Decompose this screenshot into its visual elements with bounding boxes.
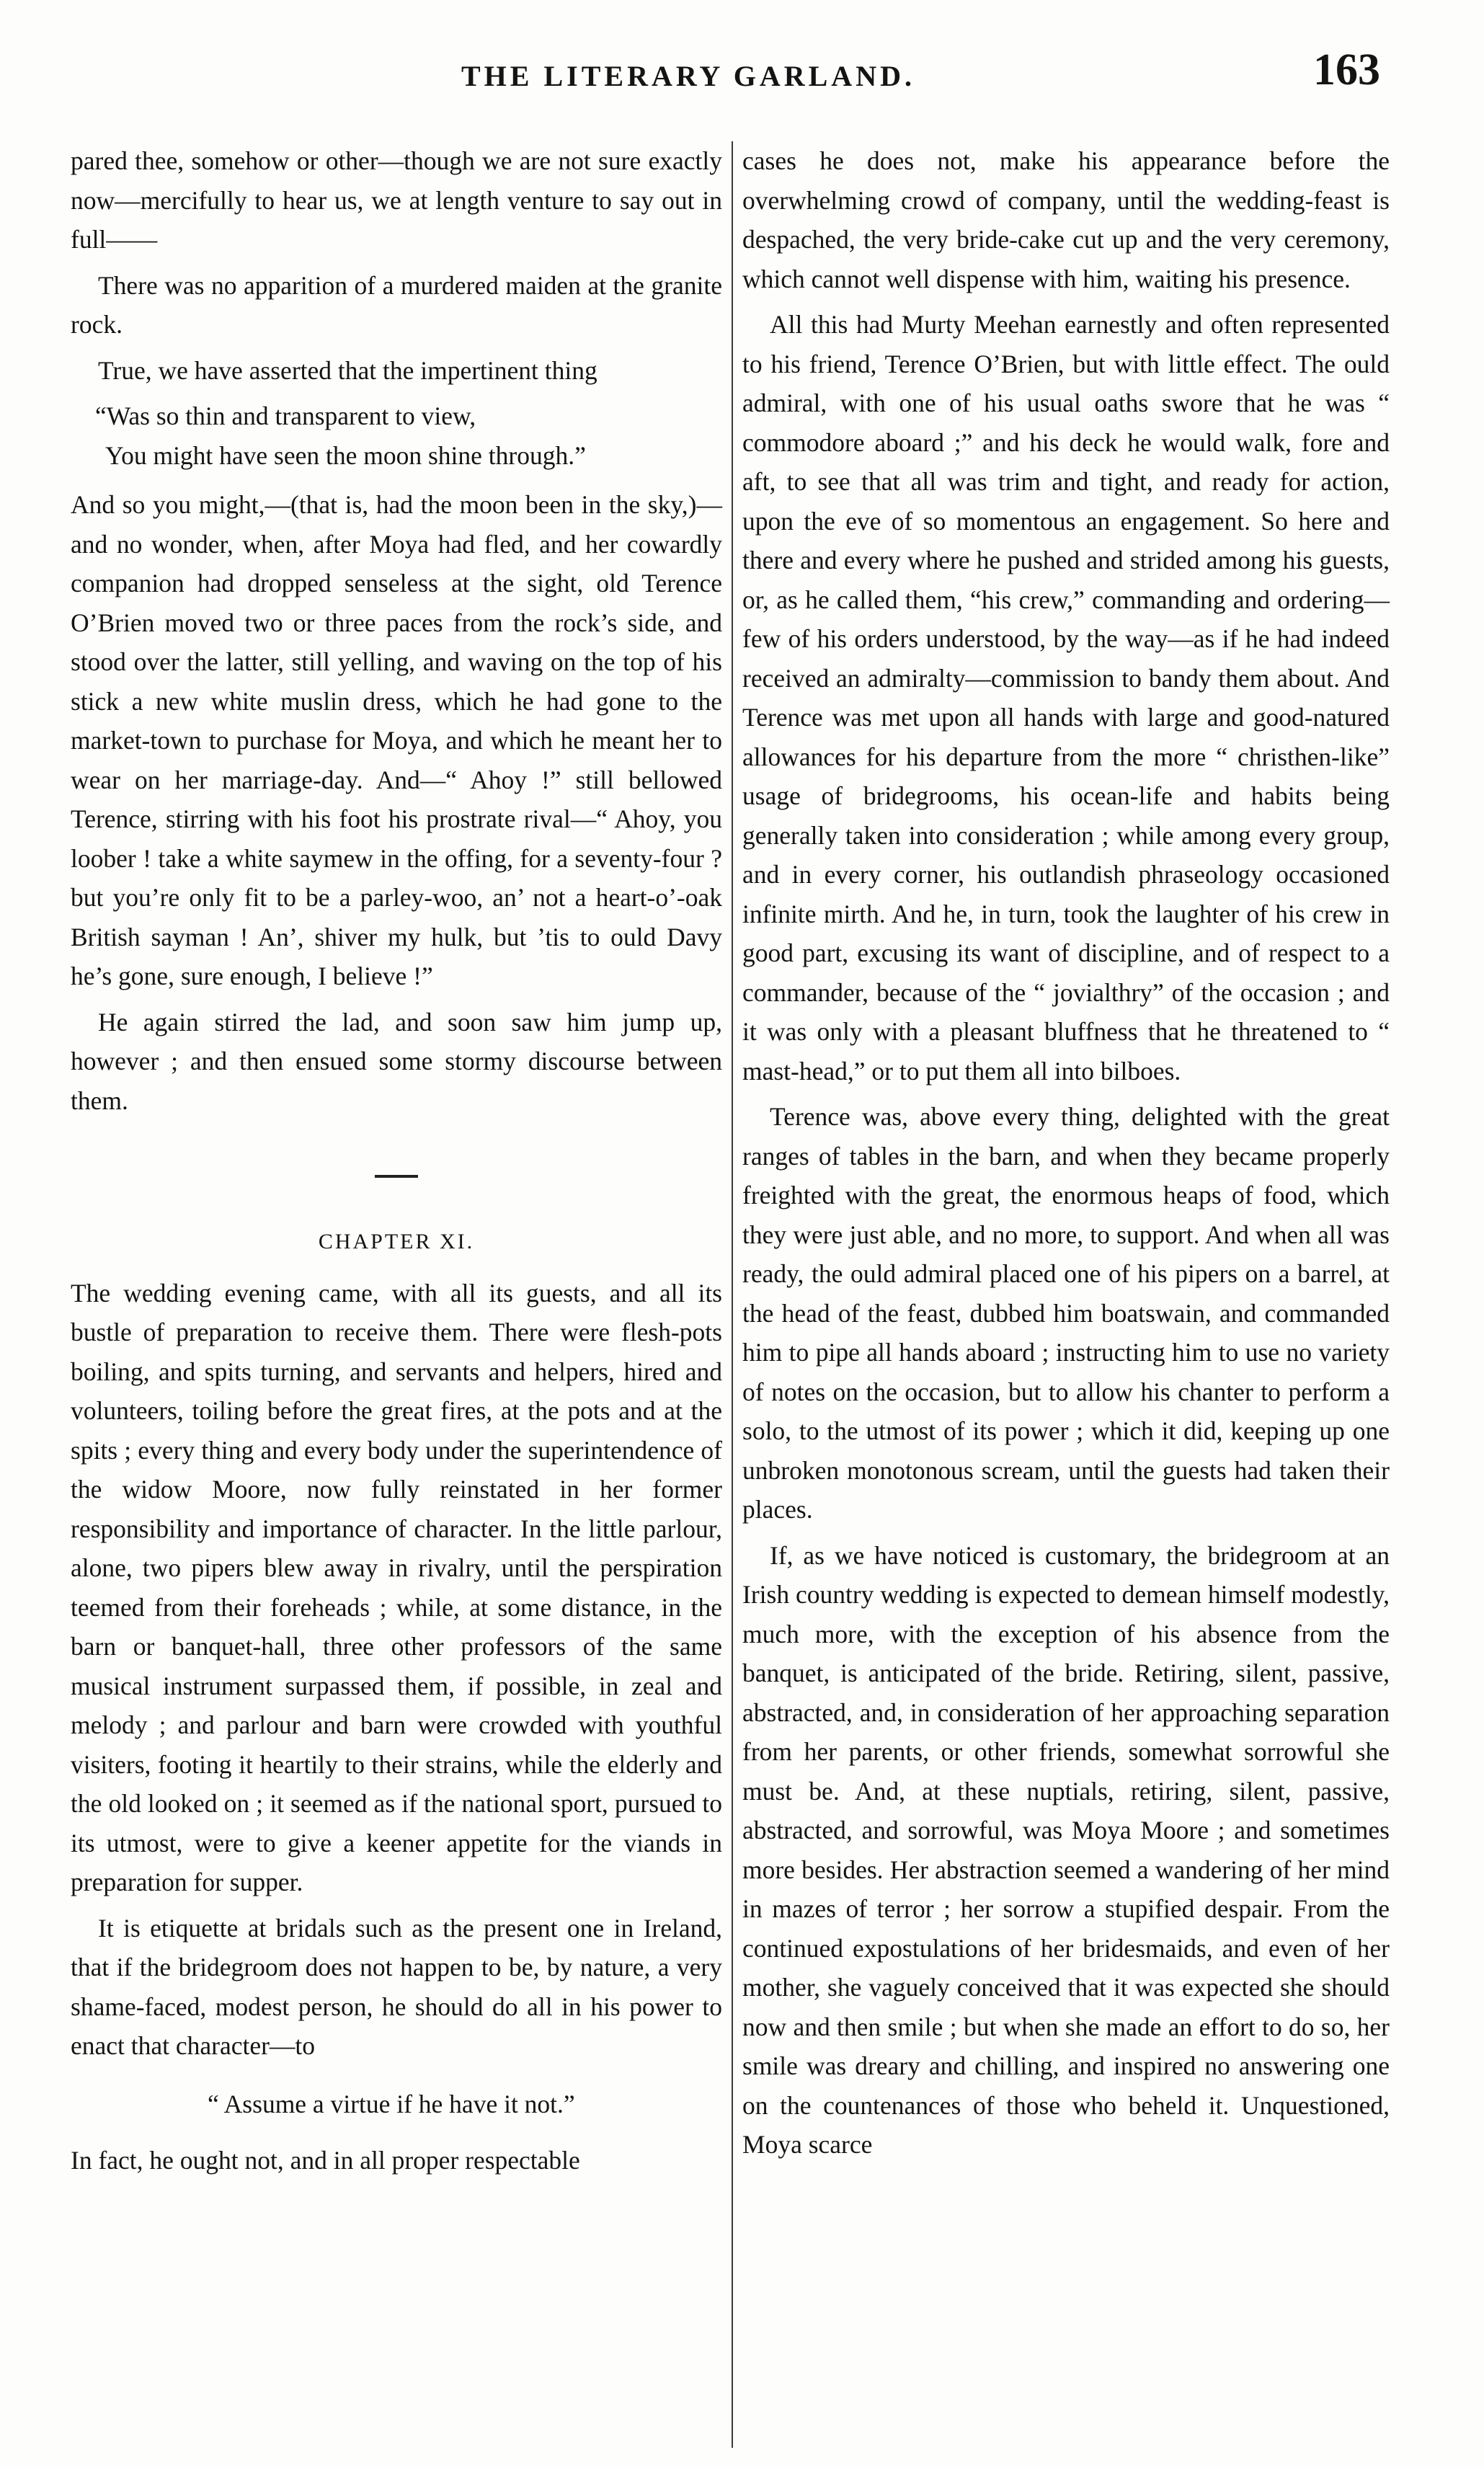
paragraph: There was no apparition of a murdered maiden at the granite rock.: [71, 270, 722, 339]
paragraph: The wedding evening came, with all its guests, and all its bustle of preparation to receive them. There were flesh-pots boiling, and spits turning, and servants and helpers, hired and volunteers, toiling before the great fires, at the pots and at the spits ; every thing and every body under the superintendence of the widow Moore, now fully reinstated in her former responsibility and importance of character. In the little parlour, alone, two pipers blew away in rivalry, until the perspiration teemed from their foreheads ; while, at some distance, in the barn or banquet-hall, three other professors of the same musical instrument surpassed them, if possible, in zeal and melody ; and parlour and barn were crowded with youthful visiters, footing it heartily to their strains, while the elderly and the old looked on ; it seemed as if the national sport, pursued to its utmost, were to give a keener appetite for the viands in preparation for supper.: [71, 1278, 722, 1896]
chapter-heading: CHAPTER XI.: [318, 1230, 475, 1253]
column-divider: [732, 141, 733, 2448]
paragraph: In fact, he ought not, and in all proper respectable: [71, 2146, 580, 2175]
verse-line: “Was so thin and transparent to view,: [95, 401, 476, 430]
paragraph: It is etiquette at bridals such as the present one in Ireland, that if the bridegroom does not happen to be, by nature, a very shame-faced, modest person, he should do all in his power to enact that character—to: [71, 1913, 722, 2060]
paragraph: True, we have asserted that the impertinent thing: [98, 355, 597, 385]
right-column: [742, 141, 1390, 2171]
paragraph: He again stirred the lad, and soon saw him jump up, however ; and then ensued some stormy discourse between them.: [71, 1007, 722, 1115]
paragraph: All this had Murty Meehan earnestly and often represented to his friend, Terence O’Brien, but with little effect. The ould admiral, with one of his usual oaths swore that he was “ commodore aboard ;” and his deck he would walk, fore and aft, to see that all was trim and tight, and ready for action, upon the eve of so momentous an engagement. So here and there and every where he pushed and strided among his guests, or, as he called them, “his crew,” commanding and ordering—few of his orders understood, by the way—as if he had indeed received an admiralty—commission to bandy them about. And Terence was met upon all hands with large and good-natured allowances for his departure from the more “ christhen-like” usage of bridegrooms, his ocean-life and habits being generally taken into consideration ; while among every group, and in every corner, his outlandish phraseology occasioned infinite mirth. And he, in turn, took the laughter of his crew in good part, excusing its want of discipline, and of respect to a commander, because of the “ jovialthry” of the occasion ; and it was only with a pleasant bluffness that he threatened to “ mast-head,” or to put them all into bilboes.: [742, 310, 1390, 1086]
paragraph: Terence was, above every thing, delighted with the great ranges of tables in the barn, and when they became properly freighted with the great, the enormous heaps of food, which they were just able, and no more, to support. And when all was ready, the ould admiral placed one of his pipers on a barrel, at the head of the feast, dubbed him boatswain, and commanded him to pipe all hands aboard ; instructing him to use no variety of notes on the occasion, but to allow his chanter to perform a solo, to the utmost of its power ; which it did, keeping up one unbroken monotonous scream, until the guests had taken their places.: [742, 1102, 1390, 1524]
block-quote: “ Assume a virtue if he have it not.”: [208, 2089, 575, 2118]
paragraph: cases he does not, make his appearance before the overwhelming crowd of company, until the wedding-feast is despached, the very bride-cake cut up and the very ceremony, which cannot well dispense with him, waiting his presence.: [742, 146, 1390, 293]
section-separator: [375, 1175, 418, 1178]
verse-line: You might have seen the moon shine through.”: [105, 440, 586, 470]
paragraph: If, as we have noticed is customary, the bridegroom at an Irish country wedding is expected to demean himself modestly, much more, with the exception of his absence from the banquet, is anticipated of the bride. Retiring, silent, passive, abstracted, and, in consideration of her approaching separation from her parents, or other friends, somewhat sorrowful she must be. And, at these nuptials, retiring, silent, passive, abstracted, and sorrowful, was Moya Moore ; and sometimes more besides. Her abstraction seemed a wandering of her mind in mazes of terror ; her sorrow a stupified despair. From the continued expostulations of her bridesmaids, and even of her mother, she vaguely conceived that it was expected she should now and then smile ; but when she made an effort to do so, her smile was dreary and chilling, and inspired no answering one on the countenances of those who beheld it. Unquestioned, Moya scarce: [742, 1540, 1390, 2159]
page-number: 163: [1313, 45, 1380, 94]
paragraph: And so you might,—(that is, had the moon been in the sky,)—and no wonder, when, after Moya had fled, and her cowardly companion had dropped senseless at the sight, old Terence O’Brien moved two or three paces from the rock’s side, and stood over the latter, still yelling, and waving on the top of his stick a new white muslin dress, which he had gone to the market-town to purchase for Moya, and which he meant her to wear on her marriage-day. And—“ Ahoy !” still bellowed Terence, stirring with his foot his prostrate rival—“ Ahoy, you loober ! take a white saymew in the offing, for a seventy-four ? but you’re only fit to be a parley-woo, an’ not a heart-o’-oak British sayman ! An’, shiver my hulk, but ’tis to ould Davy he’s gone, sure enough, I believe !”: [71, 490, 722, 990]
running-head: THE LITERARY GARLAND.: [461, 60, 915, 92]
left-column: [71, 141, 722, 2187]
paragraph: pared thee, somehow or other—though we are not sure exactly now—mercifully to hear us, we at length venture to say out in full——: [71, 146, 722, 254]
